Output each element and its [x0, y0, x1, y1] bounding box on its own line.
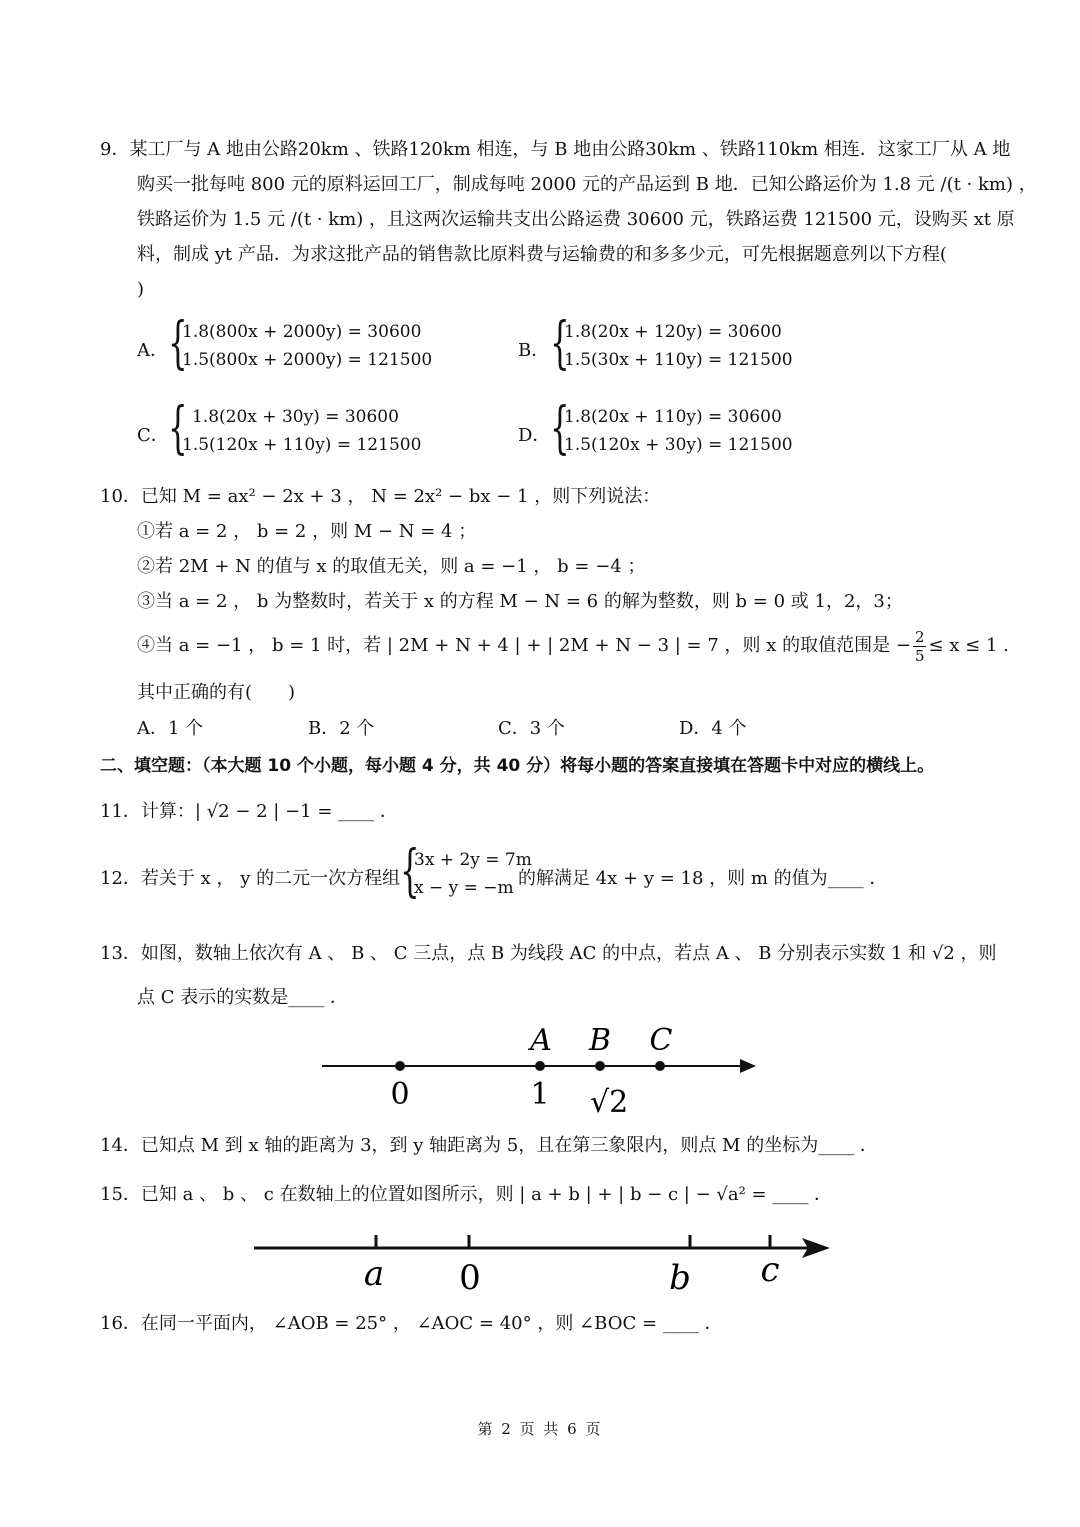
q10-option-b: B．2 个: [308, 718, 375, 739]
q12-post: 的解满足 4x + y = 18 ，则 m 的值为____ ．: [518, 868, 888, 889]
number-line-figure-1: [320, 1020, 760, 1120]
q10-statement-1: ①若 a = 2 ， b = 2 ，则 M − N = 4 ；: [137, 521, 477, 542]
q10-option-a: A．1 个: [137, 718, 204, 739]
q9-line-1: 9．某工厂与 A 地由公路20km 、铁路120km 相连，与 B 地由公路30km 、铁路110km 相连．这家工厂从 A 地: [100, 139, 1011, 160]
q9-option-a-label: A．: [137, 340, 168, 361]
point-zero: [395, 1061, 405, 1071]
section-heading: 二、填空题：（本大题 10 个小题，每小题 4 分，共 40 分）将每小题的答案直接填在答题卡中对应的横线上。: [100, 756, 935, 776]
q9-option-b-label: B．: [518, 340, 550, 361]
point-c: [655, 1061, 665, 1071]
q11: 11．计算：| √2 − 2 | −1 = ____ ．: [100, 801, 398, 822]
brace-icon: {: [550, 311, 570, 376]
q10-statement-2: ②若 2M + N 的值与 x 的取值无关，则 a = −1 ， b = −4 ；: [137, 556, 646, 577]
arrow-icon: [740, 1059, 756, 1073]
q13-line-1: 13．如图，数轴上依次有 A 、 B 、 C 三点，点 B 为线段 AC 的中点，若点 A 、 B 分别表示实数 1 和 √2 ，则: [100, 943, 997, 964]
equation: 1.5(120x + 30y) = 121500: [564, 435, 793, 455]
q14: 14．已知点 M 到 x 轴的距离为 3，到 y 轴距离为 5，且在第三象限内，则点 M 的坐标为____ ．: [100, 1135, 878, 1156]
page-footer: 第 2 页 共 6 页: [477, 1420, 603, 1438]
q9-line-4: 料，制成 yt 产品．为求这批产品的销售款比原料费与运输费的和多多少元，可先根据题意列以下方程(: [137, 244, 947, 265]
q9-line-3: 铁路运价为 1.5 元 /(t · km) ，且这两次运输共支出公路运费 30600 元，铁路运费 121500 元，设购买 xt 原: [137, 209, 1015, 230]
statement-text: ≤ x ≤ 1 .: [928, 635, 1009, 656]
q10-statement-3: ③当 a = 2 ， b 为整数时，若关于 x 的方程 M − N = 6 的解为整数，则 b = 0 或 1，2，3；: [137, 591, 903, 612]
q10-option-c: C．3 个: [498, 718, 565, 739]
tick-label-1: 1: [530, 1077, 550, 1112]
q9-line-5: ): [137, 279, 145, 300]
equation: 1.5(120x + 110y) = 121500: [182, 435, 422, 455]
label-zero: 0: [459, 1258, 481, 1298]
q10-statement-4: [137, 625, 1009, 667]
label-a: a: [363, 1254, 385, 1294]
q9-option-d-label: D．: [518, 425, 551, 446]
label-b: B: [588, 1023, 612, 1058]
brace-icon: {: [168, 396, 188, 461]
point-a: [535, 1061, 545, 1071]
q9-line-2: 购买一批每吨 800 元的原料运回工厂，制成每吨 2000 元的产品运到 B 地．已知公路运价为 1.8 元 /(t · km) ，: [137, 174, 1037, 195]
q10-stem: 10．已知 M = ax² − 2x + 3 ， N = 2x² − bx − 1 ，则下列说法：: [100, 486, 661, 507]
q10-option-d: D．4 个: [679, 718, 747, 739]
tick-label-sqrt2: √2: [590, 1085, 629, 1120]
label-c: c: [760, 1250, 780, 1290]
denominator: 5: [914, 646, 925, 665]
q10-which-correct: 其中正确的有( ): [137, 682, 296, 703]
equation: 1.8(800x + 2000y) = 30600: [182, 322, 422, 342]
point-b: [595, 1061, 605, 1071]
number-line-figure-2: [250, 1225, 835, 1300]
q15: 15．已知 a 、 b 、 c 在数轴上的位置如图所示，则 | a + b | + | b − c | − √a² = ____ ．: [100, 1184, 833, 1205]
q13-line-2: 点 C 表示的实数是____ ．: [137, 987, 348, 1008]
fraction: [913, 628, 927, 665]
brace-icon: {: [550, 396, 570, 461]
equation: 3x + 2y = 7m: [414, 850, 532, 870]
equation: 1.8(20x + 120y) = 30600: [564, 322, 782, 342]
numerator: 2: [914, 627, 925, 646]
equation: 1.5(30x + 110y) = 121500: [564, 350, 793, 370]
label-b: b: [669, 1258, 691, 1298]
q12-pre: 12．若关于 x ， y 的二元一次方程组: [100, 868, 401, 889]
label-a: A: [530, 1023, 552, 1058]
equation: 1.5(800x + 2000y) = 121500: [182, 350, 433, 370]
brace-icon: {: [168, 311, 188, 376]
statement-text: ④当 a = −1 ， b = 1 时，若 | 2M + N + 4 | + | 2M + N − 3 | = 7 ，则 x 的取值范围是 −: [137, 635, 911, 656]
q9-option-c-label: C．: [137, 425, 169, 446]
equation: 1.8(20x + 110y) = 30600: [564, 407, 782, 427]
equation: 1.8(20x + 30y) = 30600: [192, 407, 399, 427]
tick-label-0: 0: [390, 1077, 410, 1112]
brace-icon: {: [400, 839, 420, 904]
q16: 16．在同一平面内， ∠AOB = 25° ， ∠AOC = 40° ，则 ∠BOC = ____ ．: [100, 1313, 723, 1334]
equation: x − y = −m: [414, 878, 514, 898]
label-c: C: [649, 1023, 673, 1058]
